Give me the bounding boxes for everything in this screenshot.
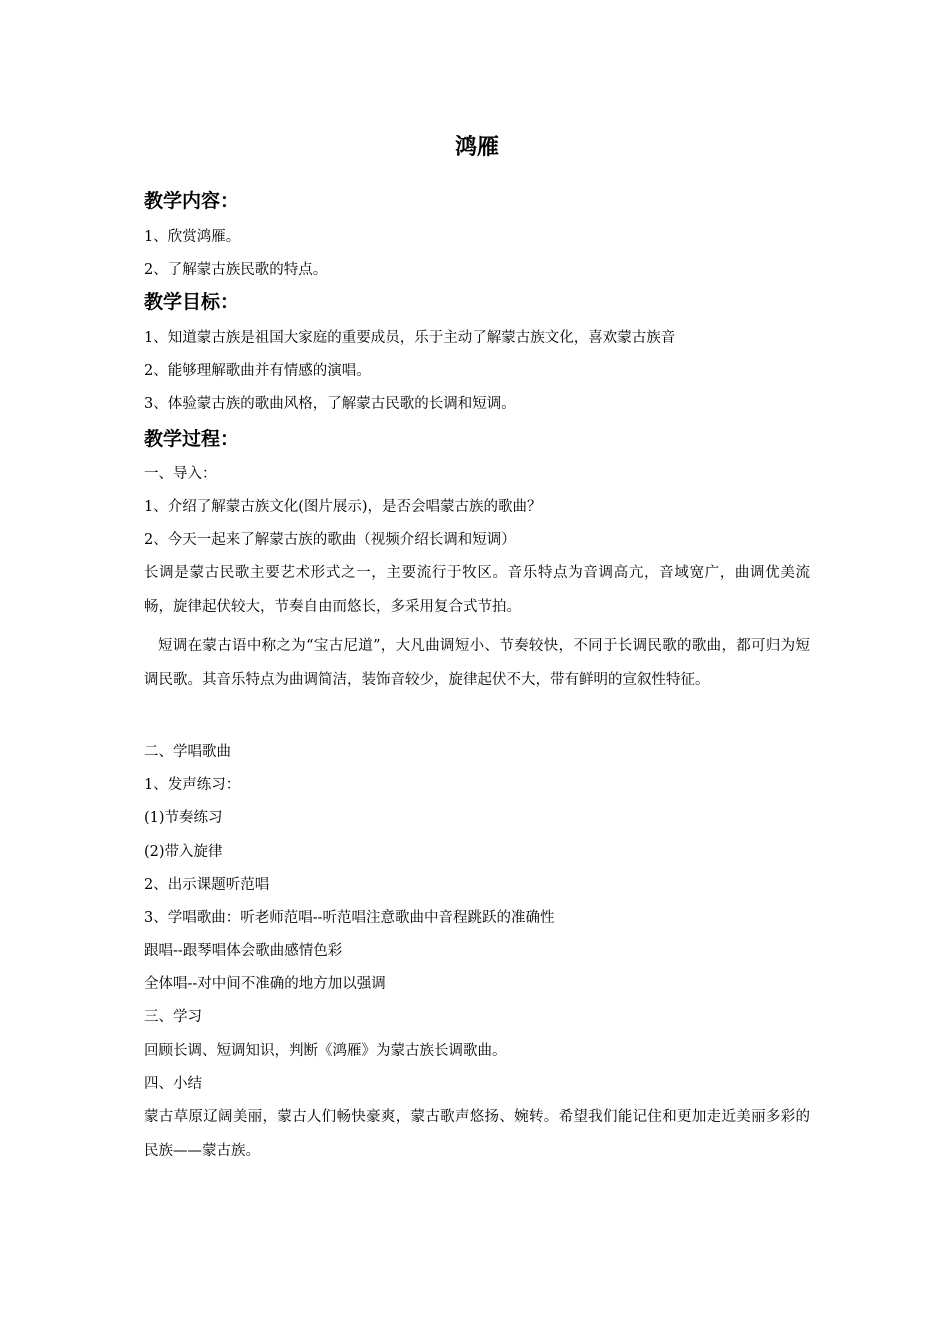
intro-item-2: 2、今天一起来了解蒙古族的歌曲（视频介绍长调和短调）: [144, 532, 516, 548]
learn-item-1a: (1)节奏练习: [144, 810, 223, 826]
intro-title: 一、导入：: [144, 466, 217, 482]
learn-title: 二、学唱歌曲: [144, 744, 231, 760]
goal-item-3: 3、体验蒙古族的歌曲风格，了解蒙古民歌的长调和短调。: [144, 396, 516, 412]
learn-item-1: 1、发声练习：: [144, 777, 241, 793]
study-item-1: 回顾长调、短调知识，判断《鸿雁》为蒙古族长调歌曲。: [144, 1043, 507, 1059]
short-tune-paragraph: 短调在蒙古语中称之为“宝古尼道”，大凡曲调短小、节奏较快，不同于长调民歌的歌曲，都可归为短调民歌。其音乐特点为曲调简洁，装饰音较少，旋律起伏不大，带有鲜明的宣叙性特征。: [144, 638, 810, 688]
learn-item-1b: (2)带入旋律: [144, 844, 223, 860]
content-item-1: 1、欣赏鸿雁。: [144, 229, 241, 245]
document-title: 鸿雁: [454, 135, 499, 160]
intro-item-1: 1、介绍了解蒙古族文化(图片展示)，是否会唱蒙古族的歌曲？: [144, 499, 542, 515]
goal-item-1: 1、知道蒙古族是祖国大家庭的重要成员，乐于主动了解蒙古族文化，喜欢蒙古族音: [144, 330, 676, 346]
summary-title: 四、小结: [144, 1076, 202, 1092]
content-item-2: 2、了解蒙古族民歌的特点。: [144, 262, 328, 278]
heading-goals: 教学目标：: [144, 291, 240, 313]
learn-item-2: 2、出示课题听范唱: [144, 877, 270, 893]
long-tune-paragraph: 长调是蒙古民歌主要艺术形式之一，主要流行于牧区。音乐特点为音调高亢，音域宽广，曲调优美流畅，旋律起伏较大，节奏自由而悠长，多采用复合式节拍。: [144, 565, 810, 615]
learn-item-3b: 全体唱--对中间不准确的地方加以强调: [144, 976, 386, 992]
heading-process: 教学过程：: [144, 428, 240, 450]
heading-content: 教学内容：: [144, 190, 240, 212]
learn-item-3a: 跟唱--跟琴唱体会歌曲感情色彩: [144, 943, 343, 959]
summary-paragraph: 蒙古草原辽阔美丽，蒙古人们畅快豪爽，蒙古歌声悠扬、婉转。希望我们能记住和更加走近美丽多彩的民族——蒙古族。: [144, 1109, 810, 1159]
study-title: 三、学习: [144, 1009, 202, 1025]
goal-item-2: 2、能够理解歌曲并有情感的演唱。: [144, 363, 371, 379]
learn-item-3: 3、学唱歌曲：听老师范唱--听范唱注意歌曲中音程跳跃的准确性: [144, 910, 555, 926]
